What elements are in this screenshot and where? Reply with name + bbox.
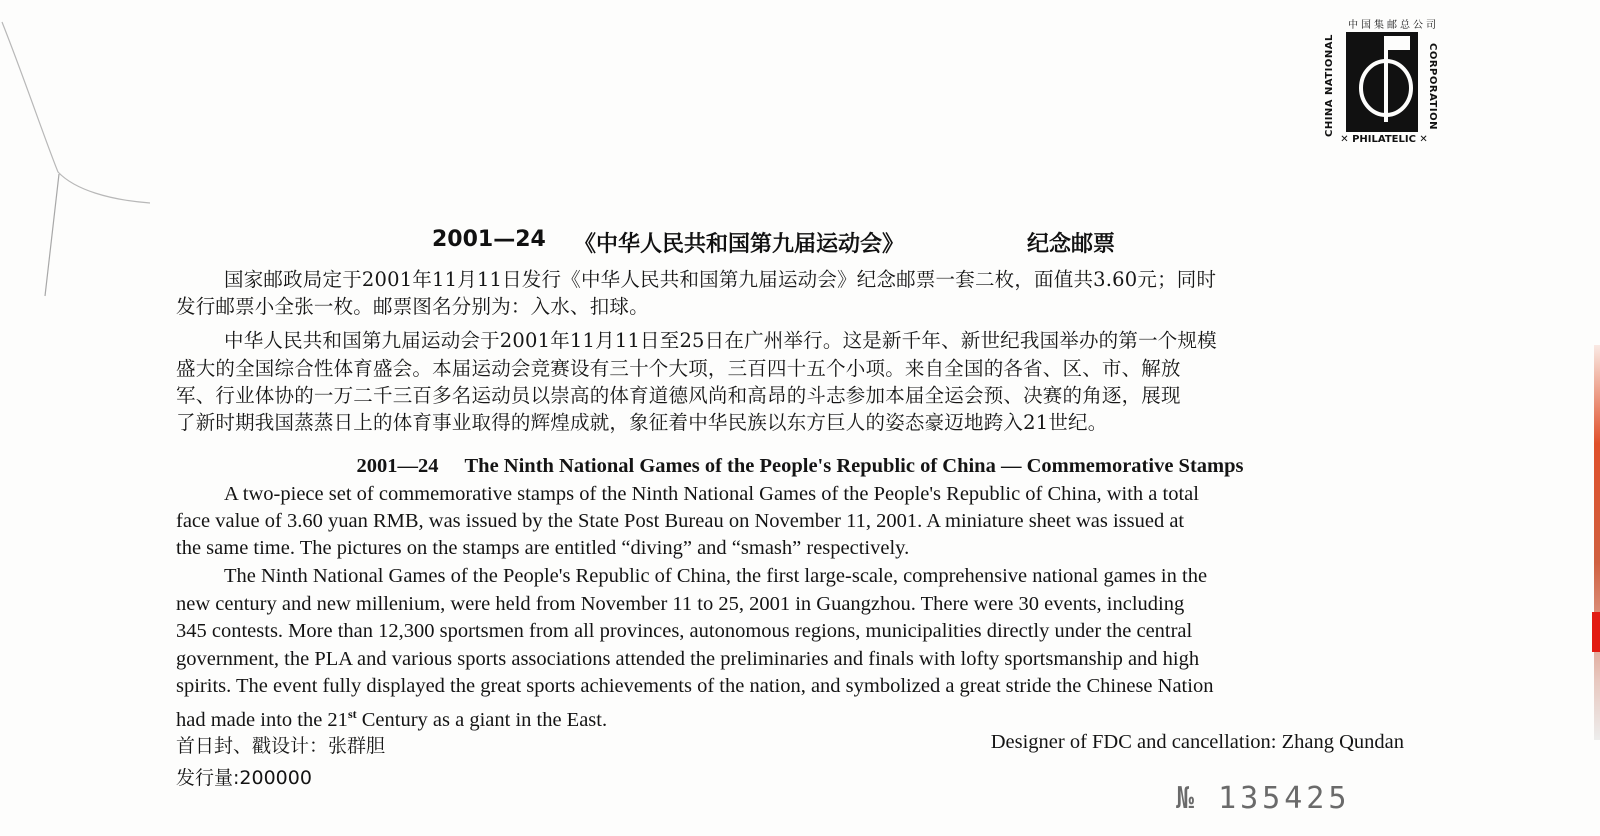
logo-chinese-name: 中国集邮总公司 bbox=[1348, 20, 1439, 31]
english-paragraph-line: face value of 3.60 yuan RMB, was issued by the State Post Bureau on November 11, 2001. A miniature sheet was issued at bbox=[176, 510, 1185, 532]
english-paragraph-line: A two-piece set of commemorative stamps of the Ninth National Games of the People's Republic of China, with a total bbox=[224, 483, 1199, 505]
logo-left-text: CHINA NATIONAL bbox=[1324, 34, 1335, 138]
last-line-superscript: st bbox=[347, 707, 357, 721]
designer-english: Designer of FDC and cancellation: Zhang Qundan bbox=[990, 731, 1404, 753]
english-paragraph-line: spirits. The event fully displayed the great sports achievements of the nation, and symbolized a great stride the Chinese Nation bbox=[176, 675, 1214, 697]
chinese-paragraph-line: 盛大的全国综合性体育盛会。本届运动会竞赛设有三十个大项，三百四十五个小项。来自全国的各省、区、市、解放 bbox=[176, 357, 1181, 380]
chinese-paragraph-line: 了新时期我国蒸蒸日上的体育事业取得的辉煌成就，象征着中华民族以东方巨人的姿态豪迈地跨入21世纪。 bbox=[176, 411, 1108, 434]
chinese-paragraph-line: 国家邮政局定于2001年11月11日发行《中华人民共和国第九届运动会》纪念邮票一套二枚，面值共3.60元；同时 bbox=[224, 268, 1217, 291]
english-paragraph-line: new century and new millenium, were held from November 11 to 25, 2001 in Guangzhou. There were 30 events, including bbox=[176, 593, 1185, 615]
last-line-before: had made into the 21 bbox=[176, 708, 348, 731]
phi-symbol-icon bbox=[1346, 32, 1418, 132]
chinese-paragraph-line: 军、行业体协的一万二千三百多名运动员以崇高的体育道德风尚和高昂的斗志参加本届全运会预、决赛的角逐，展现 bbox=[176, 384, 1181, 407]
logo-right-text: CORPORATION bbox=[1427, 42, 1438, 130]
crossed-tools-icon: ✕ bbox=[1340, 134, 1349, 145]
headline-suffix: 纪念邮票 bbox=[1027, 232, 1116, 257]
headline-title: 《中华人民共和国第九届运动会》 bbox=[574, 232, 905, 257]
serial-value: 135425 bbox=[1218, 781, 1351, 816]
english-title-text: The Ninth National Games of the People's Republic of China — Commemorative Stamps bbox=[464, 455, 1244, 477]
circulation-chinese: 发行量:200000 bbox=[176, 767, 312, 789]
headline-number: 2001—24 bbox=[432, 227, 546, 252]
english-paragraph-line: the same time. The pictures on the stamps are entitled “diving” and “smash” respectively. bbox=[176, 537, 910, 559]
chinese-paragraph-line: 发行邮票小全张一枚。邮票图名分别为：入水、扣球。 bbox=[176, 295, 649, 318]
crossed-tools-icon: ✕ bbox=[1419, 134, 1428, 145]
designer-chinese: 首日封、戳设计：张群胆 bbox=[176, 735, 386, 757]
english-title-number: 2001—24 bbox=[356, 455, 439, 477]
stamp-edge-strip bbox=[1594, 345, 1600, 740]
english-paragraph-line: The Ninth National Games of the People's Republic of China, the first large-scale, comprehensive national games in the bbox=[224, 565, 1208, 587]
stamp-edge-red bbox=[1592, 612, 1600, 652]
serial-number bbox=[1176, 781, 1350, 816]
last-line-after: Century as a giant in the East. bbox=[356, 708, 608, 731]
english-title bbox=[0, 455, 1600, 478]
logo-bottom-text: PHILATELIC bbox=[1352, 134, 1416, 145]
chinese-headline bbox=[0, 227, 1600, 259]
logo-mark bbox=[1346, 32, 1418, 132]
chinese-paragraph-line: 中华人民共和国第九届运动会于2001年11月11日至25日在广州举行。这是新千年、新世纪我国举办的第一个规模 bbox=[224, 329, 1217, 352]
logo-bottom-row bbox=[1326, 134, 1442, 145]
english-paragraph-line: 345 contests. More than 12,300 sportsmen from all provinces, autonomous regions, municipalities directly under the central bbox=[176, 620, 1193, 642]
serial-prefix: № bbox=[1176, 781, 1197, 816]
english-paragraph-last-line bbox=[176, 701, 607, 734]
philatelic-corporation-logo bbox=[1326, 14, 1446, 154]
english-paragraph-line: government, the PLA and various sports associations attended the preliminaries and finals with lofty sportsmanship and high bbox=[176, 648, 1200, 670]
